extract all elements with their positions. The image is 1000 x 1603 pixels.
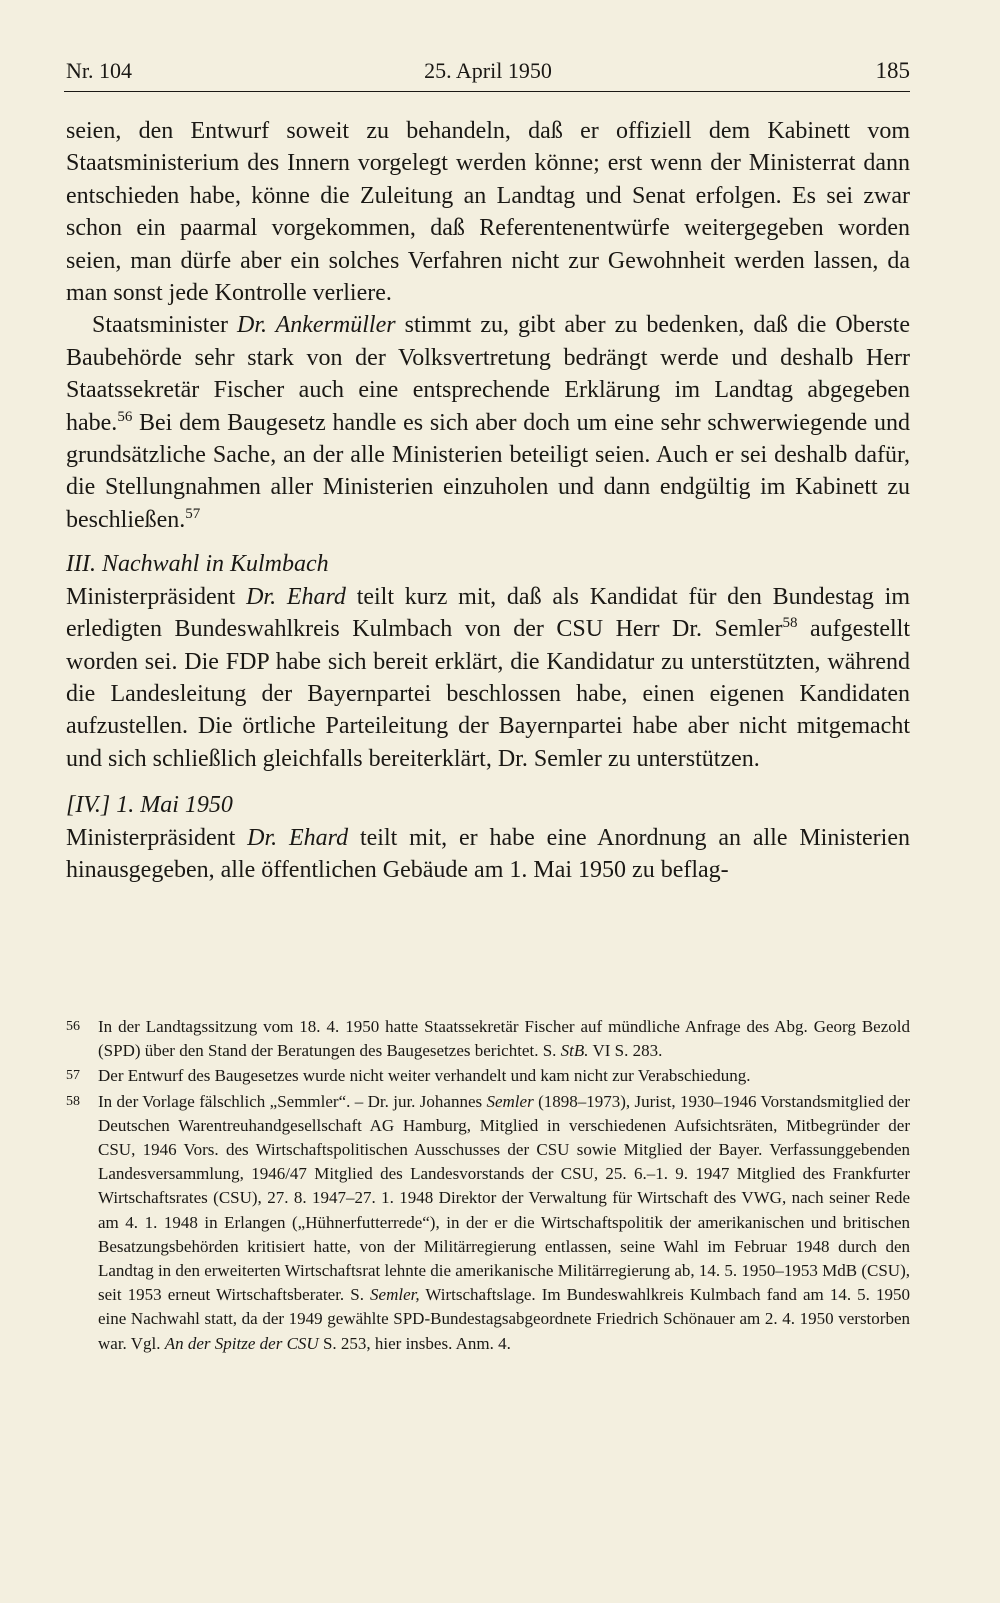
footnote-ref[interactable]: 56 [117,408,133,425]
paragraph-ehard-kulmbach: Ministerpräsident Dr. Ehard teilt kurz mit, daß als Kandidat für den Bundestag im erledigten Bundeswahlkreis Kulmbach von der CSU Herr Dr. Semler$^{58}$ aufgestellt worden sei. Die FDP habe sich bereit erklärt, die Kandidatur zu unterstützten, während die Landesleitung der Bayernpartei beschlossen habe, einen eigenen Kandidaten aufzustellen. Die örtliche Parteileitung der Bayernpartei habe aber nicht mitgemacht und sich schließlich gleichfalls bereiterklärt, Dr. Semler zu unterstützen. [66,583,910,772]
footnote-number: 56 [66,1019,80,1034]
paragraph-ankermueller: Staatsminister Dr. Ankermüller stimmt zu, gibt aber zu bedenken, daß die Oberste Baubehörde sehr stark von der Volksvertretung bedrängt werde und deshalb Herr Staatssekretär Fischer auch eine entsprechende Erklärung im Landtag abgegeben habe.$^{56}$ Bei dem Baugesetz handle es sich aber doch um eine sehr schwerwiegende und grundsätzliche Sache, an der alle Ministerien beteiligt seien. Auch er sei deshalb dafür, die Stellungnahmen aller Ministerien einzuholen und dann endgültig im Kabinett zu beschließen.$^{57}$ [66,312,911,533]
header-rule [64,91,910,92]
section-title: 1. Mai 1950 [110,792,233,819]
paragraph-ehard-mai: Ministerpräsident Dr. Ehard teilt mit, er habe eine Anordnung an alle Ministerien hinausgegeben, alle öffentlichen Gebäude am 1. Mai 1950 zu beflag- [66,824,910,883]
footnote-ref[interactable]: 57 [185,505,201,522]
page-number: 185 [875,58,910,83]
footnotes [66,1015,910,1357]
paragraph-continuation: seien, den Entwurf soweit zu behandeln, daß er offiziell dem Kabinett vom Staatsministerium des Innern vorgelegt werden könne; erst wenn der Ministerrat dann entschieden habe, könne die Zuleitung an Landtag und Senat erfolgen. Es sei zwar schon ein paarmal vorgekommen, daß Referentenentwürfe weitergegeben worden seien, man dürfe aber ein solches Verfahren nicht zur Gewohnheit werden lassen, da man sonst jede Kontrolle verliere. [66,118,910,307]
speaker-name: Dr. Ehard [247,824,349,851]
section-heading-iii: III. Nachwahl in Kulmbach [66,551,329,578]
speaker-name: Dr. Ankermüller [237,312,396,339]
section-number: [IV.] [66,792,111,819]
document-number: Nr. 104 [66,58,132,83]
main-text [66,115,910,886]
footnote-number: 57 [66,1068,80,1084]
footnote-57: 57 Der Entwurf des Baugesetzes wurde nicht weiter verhandelt und kam nicht zur Verabschiedung. [66,1064,910,1088]
speaker-name: Dr. Ehard [246,583,346,610]
section-heading-iv [66,789,910,821]
footnote-58: 58 In der Vorlage fälschlich „Semmler“. – Dr. jur. Johannes Semler (1898–1973), Jurist, 1930–1946 Vorstandsmitglied der Deutschen Warentreuhandgesellschaft AG Hamburg, Mitglied in verschiedenen Aufsichtsräten, Mitbegründer der CSU, 1946 Vors. des Wirtschaftspolitischen Ausschusses der CSU sowie Mitglied der Bayer. Verfassunggebenden Landesversammlung, 1946/47 Mitglied des Landesvorstands der CSU, 25. 6.–1. 9. 1947 Mitglied des Frankfurter Wirtschaftsrates (CSU), 27. 8. 1947–27. 1. 1948 Direktor der Verwaltung für Wirtschaft des VWG, nach seiner Rede am 4. 1. 1948 in Erlangen („Hühnerfutterrede“), in der er die Wirtschaftspolitik der amerikanischen und britischen Besatzungsbehörden kritisiert hatte, von der Militärregierung entlassen, seine Wahl im Februar 1948 durch den Landtag in den erweiterten Wirtschaftsrat lehnte die amerikanische Militärregierung ab, 14. 5. 1950–1953 MdB (CSU), seit 1953 erneut Wirtschaftsberater. S. Semler, Wirtschaftslage. Im Bundeswahlkreis Kulmbach fand am 14. 5. 1950 eine Nachwahl statt, da der 1949 gewählte SPD-Bundestagsabgeordnete Friedrich Schönauer am 2. 4. 1950 verstorben war. Vgl. An der Spitze der CSU S. 253, hier insbes. Anm. 4. [66,1091,911,1353]
footnote-56: 56 In der Landtagssitzung vom 18. 4. 1950 hatte Staatssekretär Fischer auf mündliche Anfrage des Abg. Georg Bezold (SPD) über den Stand der Beratungen des Baugesetzes berichtet. S. StB. VI S. 283. [66,1017,910,1061]
footnote-number: 58 [66,1093,80,1109]
running-header [66,54,910,88]
footnote-ref[interactable]: 58 [782,615,798,632]
header-date: 25. April 1950 [424,58,552,83]
